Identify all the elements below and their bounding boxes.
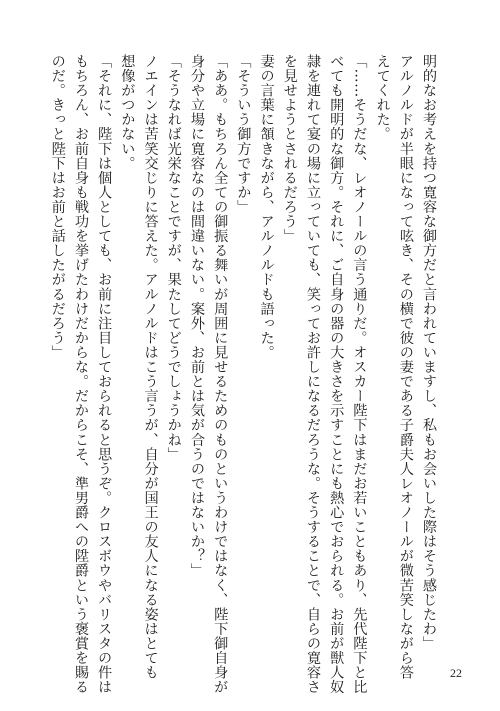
text-line: もちろん、お前自身も戦功を挙げたわけだからな。だからこそ、準男爵への陞爵という褒賞を賜る [72, 54, 89, 695]
page-number: 22 [450, 666, 462, 680]
text-line: 「……そうだな、レオノールの言う通りだ。オスカー陛下はまだお若いこともあり、先代陛下と比 [351, 54, 368, 695]
text-line: ノエインは苦笑交じりに答えた。アルノルドはこう言うが、自分が国王の友人になる姿はとても [142, 54, 159, 680]
text-line: 「そういう御方ですか」 [235, 54, 252, 215]
text-line: のだ。きっと陛下はお前と話したがるだろう」 [49, 54, 66, 360]
text-line: 隷を連れて宴の場に立っていても、笑ってお許しになるだろうな。そうすることで、自らの寛容さ [304, 54, 321, 695]
text-line: アルノルドが半眼になって呟き、その横で彼の妻である子爵夫人レオノールが微苦笑しながら答 [397, 54, 414, 680]
text-line: べても開明的な御方。それに、ご自身の器の大きさを示すことにも熱心でおられる。お前が獣人奴 [328, 54, 345, 695]
text-line: 想像がつかない。 [119, 54, 136, 171]
text-line: 「それに、陛下は個人としても、お前に注目しておられると思うぞ。クロスボウやバリスタの件は [96, 54, 113, 695]
text-line: を見せようとされるだろう」 [281, 54, 298, 244]
body-text [49, 54, 440, 695]
text-line: えてくれた。 [374, 54, 391, 142]
text-line: 明的なお考えを持つ寛容な御方だと言われていますし、私もお会いした際はそう感じたわ」 [421, 54, 437, 651]
text-line: 妻の言葉に頷きながら、アルノルドも語った。 [258, 54, 275, 360]
text-line: 「そうなれば光栄なことですが、果たしてどうでしょうかね」 [165, 54, 182, 462]
text-line: 「ああ。もちろん全ての御振る舞いが周囲に見せるためのものというわけではなく、陛下御自身が [212, 54, 229, 695]
text-line: 身分や立場に寛容なのは間違いない。案外、お前とは気が合うのではないか？」 [188, 54, 205, 578]
